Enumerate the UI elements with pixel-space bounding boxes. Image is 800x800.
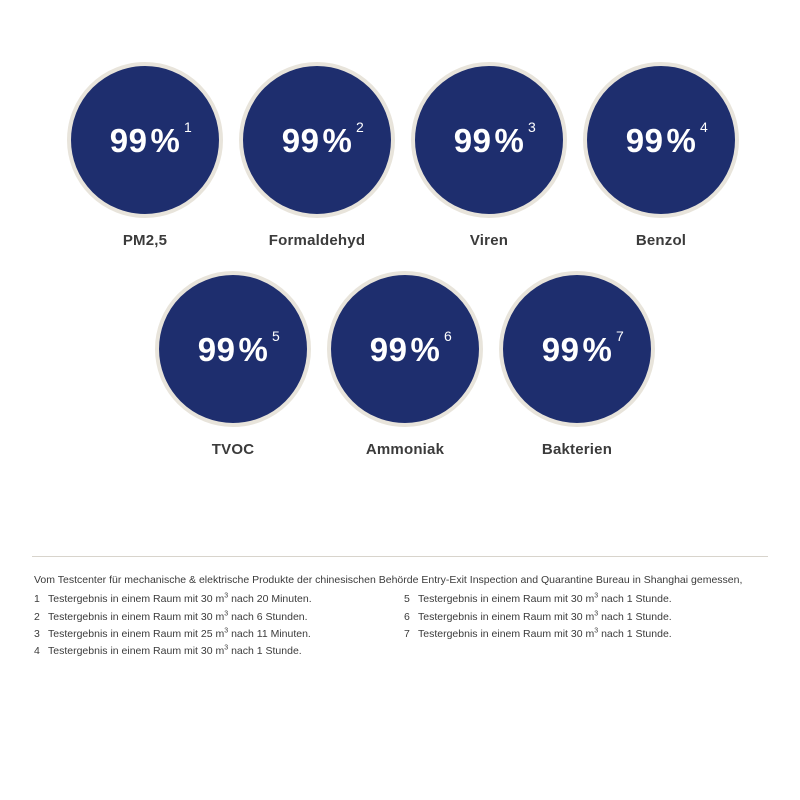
footnote-superscript: 3 — [224, 592, 229, 600]
badge-number: 99 — [541, 330, 580, 368]
percent-sign: % — [150, 121, 181, 159]
footnote-marker: 6 — [443, 327, 453, 344]
badge-value — [197, 327, 281, 368]
badge-number: 99 — [197, 330, 236, 368]
footnote-text — [418, 609, 672, 625]
badge-circle — [155, 271, 311, 427]
footnote-number: 4 — [34, 645, 40, 658]
badge-circle — [239, 62, 395, 218]
footnote-marker: 3 — [527, 118, 537, 135]
badge-grid — [0, 62, 800, 458]
badge-number: 99 — [625, 121, 664, 159]
footnote-text-before: Testergebnis in einem Raum mit 25 m — [48, 627, 225, 640]
badge-circle — [583, 62, 739, 218]
badge-number: 99 — [453, 121, 492, 159]
badge-circle — [411, 62, 567, 218]
badge-label: Viren — [469, 232, 509, 249]
badge-ammoniak — [319, 271, 491, 458]
badge-value — [369, 327, 453, 368]
badge-viren — [403, 62, 575, 249]
badge-circle — [67, 62, 223, 218]
footnote-number: 1 — [34, 593, 40, 606]
footnote-text-after: nach 20 Minuten. — [228, 593, 312, 606]
footnote-text — [418, 626, 672, 642]
badge-circle — [499, 271, 655, 427]
percent-sign: % — [410, 330, 441, 368]
footnote-superscript: 3 — [224, 610, 229, 618]
footnote-text-before: Testergebnis in einem Raum mit 30 m — [418, 627, 595, 640]
footnotes-intro: Vom Testcenter für mechanische & elektrische Produkte der chinesischen Behörde Entry-Exit Inspection and Quarantine Bureau in Shanghai gemessen, — [34, 574, 743, 586]
footnote-item — [404, 609, 774, 625]
footnote-marker: 1 — [183, 118, 193, 135]
footnotes-divider — [32, 556, 768, 557]
badge-value — [109, 118, 193, 159]
footnote-text — [418, 591, 672, 607]
footnote-marker: 2 — [355, 118, 365, 135]
badge-row-bottom — [0, 271, 800, 458]
badge-value — [453, 118, 537, 159]
footnote-marker: 5 — [271, 327, 281, 344]
badge-label: Ammoniak — [365, 441, 445, 458]
badge-label: TVOC — [211, 441, 255, 458]
percent-sign: % — [494, 121, 525, 159]
footnote-superscript: 3 — [594, 592, 599, 600]
footnotes-column-right — [404, 591, 774, 660]
badge-tvoc — [147, 271, 319, 458]
badge-label: PM2,5 — [122, 232, 168, 249]
percent-sign: % — [322, 121, 353, 159]
footnote-superscript: 3 — [594, 610, 599, 618]
badge-value — [541, 327, 625, 368]
badge-number: 99 — [109, 121, 148, 159]
footnote-text — [48, 609, 308, 625]
footnote-text-after: nach 1 Stunde. — [598, 627, 672, 640]
badge-value — [281, 118, 365, 159]
footnote-superscript: 3 — [224, 627, 229, 635]
footnote-text-after: nach 11 Minuten. — [228, 627, 311, 640]
footnote-number: 3 — [34, 627, 40, 640]
percent-sign: % — [582, 330, 613, 368]
footnote-text-after: nach 1 Stunde. — [598, 593, 672, 606]
footnote-number: 6 — [404, 610, 410, 623]
footnote-superscript: 3 — [594, 627, 599, 635]
footnote-text-before: Testergebnis in einem Raum mit 30 m — [48, 610, 225, 623]
badge-formaldehyd — [231, 62, 403, 249]
footnote-item — [34, 609, 404, 625]
footnote-item — [404, 626, 774, 642]
badge-value — [625, 118, 709, 159]
badge-label: Formaldehyd — [268, 232, 366, 249]
footnote-text-after: nach 6 Stunden. — [228, 610, 308, 623]
footnote-text — [48, 626, 311, 642]
badge-label: Benzol — [635, 232, 687, 249]
footnote-text-before: Testergebnis in einem Raum mit 30 m — [48, 593, 225, 606]
footnotes-block — [34, 572, 774, 660]
footnote-number: 7 — [404, 627, 410, 640]
footnote-number: 5 — [404, 593, 410, 606]
badge-number: 99 — [369, 330, 408, 368]
footnote-superscript: 3 — [224, 644, 229, 652]
footnote-marker: 4 — [699, 118, 709, 135]
footnotes-columns — [34, 591, 774, 660]
badge-benzol — [575, 62, 747, 249]
badge-bakterien — [491, 271, 663, 458]
footnote-text-after: nach 1 Stunde. — [598, 610, 672, 623]
footnote-text-before: Testergebnis in einem Raum mit 30 m — [48, 645, 225, 658]
footnote-text-before: Testergebnis in einem Raum mit 30 m — [418, 610, 595, 623]
footnote-text-after: nach 1 Stunde. — [228, 645, 302, 658]
badge-circle — [327, 271, 483, 427]
footnote-item — [404, 591, 774, 607]
percent-sign: % — [238, 330, 269, 368]
badge-row-top — [0, 62, 800, 249]
footnote-text-before: Testergebnis in einem Raum mit 30 m — [418, 593, 595, 606]
footnote-item — [34, 643, 404, 659]
footnote-number: 2 — [34, 610, 40, 623]
footnote-text — [48, 591, 312, 607]
badge-label: Bakterien — [541, 441, 613, 458]
footnote-item — [34, 626, 404, 642]
badge-number: 99 — [281, 121, 320, 159]
percent-sign: % — [666, 121, 697, 159]
footnote-marker: 7 — [615, 327, 625, 344]
footnotes-column-left — [34, 591, 404, 660]
badge-pm25 — [59, 62, 231, 249]
footnote-item — [34, 591, 404, 607]
footnote-text — [48, 643, 302, 659]
